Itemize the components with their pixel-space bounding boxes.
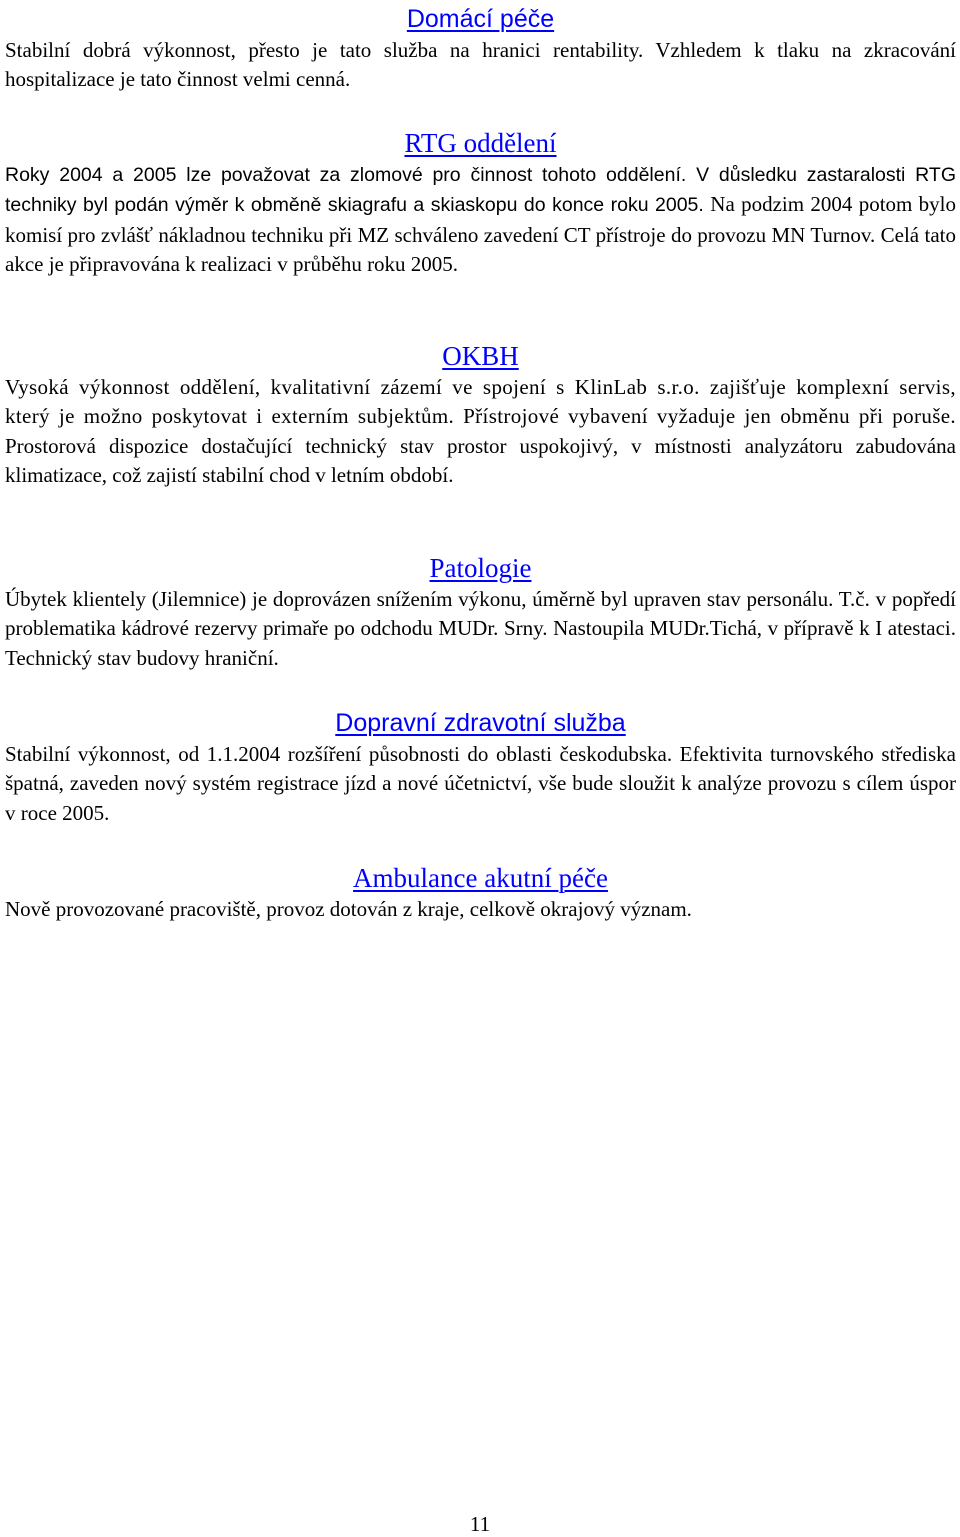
section-dopravni-zdravotni-sluzba [5,708,956,828]
section-ambulance-akutni-pece [5,863,956,924]
paragraph-run: Vysoká výkonnost oddělení, kvalitativní zázemí ve spojení s KlinLab s.r.o. zajišťuje komplexní servis, který je možno poskytovat i externím subjektům. Přístrojové vybavení vyžaduje jen obměnu při poruše. [5,375,956,429]
section-heading: Ambulance akutní péče [353,863,608,893]
section-okbh [5,341,956,490]
section-domaci-pece [5,4,956,95]
section-heading: Dopravní zdravotní služba [335,709,626,737]
paragraph-run: Na podzim 2004 potom bylo komisí pro zvlášť nákladnou techniku při MZ schváleno zavedení CT přístroje do provozu MN Turnov. Celá tato akce je připravována k realizaci v průběhu roku 2005. [5,192,957,276]
paragraph-run: Prostorová dispozice dostačující technický stav prostor uspokojivý, v místnosti analyzátoru zabudována klimatizace, což zajistí stabilní chod v letním období. [5,433,956,487]
paragraph-run: Roky 2004 a 2005 lze považovat za zlomové pro činnost tohoto oddělení. V důsledku zastaralosti RTG techniky byl podán výměr k obměně skiagrafu a skiaskopu do konce roku 2005. [5,164,956,217]
section-paragraph: Stabilní dobrá výkonnost, přesto je tato služba na hranici rentability. Vzhledem k tlaku na zkracování hospitalizace je tato činnost velmi cenná. [5,38,956,92]
section-heading: OKBH [442,341,519,371]
section-heading: RTG oddělení [404,128,557,158]
section-paragraph: Stabilní výkonnost, od 1.1.2004 rozšíření působnosti do oblasti českodubska. Efektivita turnovského střediska špatná, zaveden nový systém registrace jízd a nové účetnictví, vše bude sloužit k analýze provozu s cílem úspor v roce 2005. [5,742,956,825]
section-paragraph [5,160,956,279]
section-paragraph: Nově provozované pracoviště, provoz dotován z kraje, celkově okrajový význam. [5,897,692,921]
section-paragraph: Úbytek klientely (Jilemnice) je doprovázen snížením výkonu, úměrně byl upraven stav personálu. T.č. v popředí problematika kádrové rezervy primaře po odchodu MUDr. Srny. Nastoupila MUDr.Tichá, v přípravě k I atestaci. Technický stav budovy hraniční. [5,587,956,670]
section-heading: Domácí péče [406,5,555,33]
section-rtg-oddeleni [5,128,956,279]
section-heading: Patologie [429,553,532,583]
section-patologie [5,553,956,673]
page-number: 11 [469,1512,491,1536]
section-paragraph [5,373,956,490]
